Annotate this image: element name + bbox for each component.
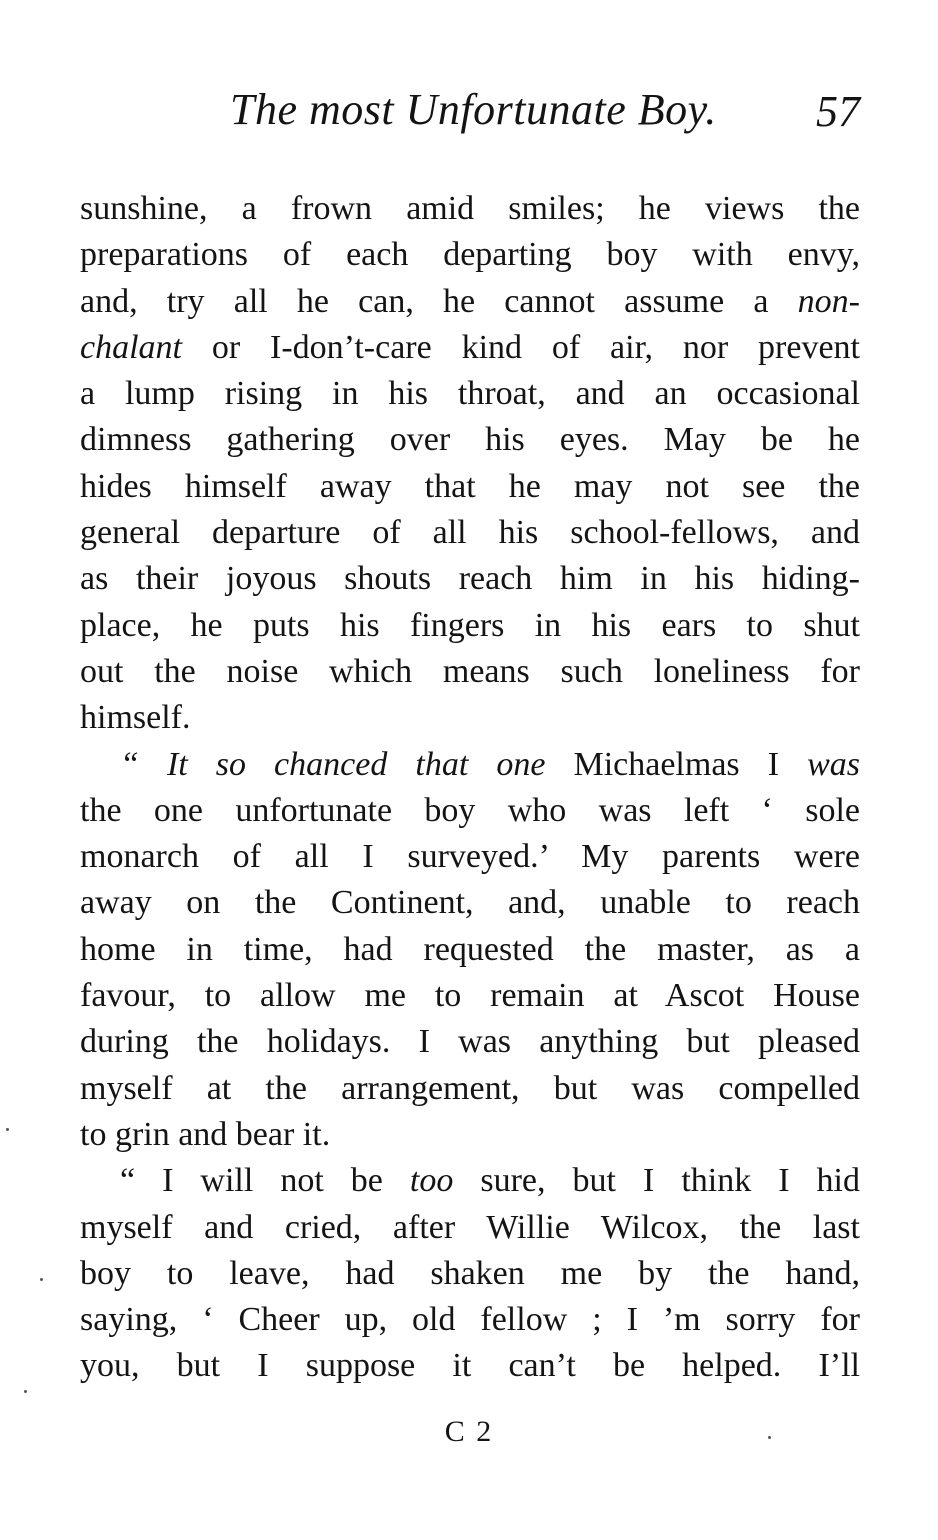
text-line: [80, 1251, 860, 1297]
italic-text: chalant: [80, 328, 182, 366]
text-segment: myself and cried, after Willie Wilcox, the last: [80, 1208, 860, 1246]
text-segment: “ I will not be: [120, 1162, 410, 1200]
text-line: [80, 510, 860, 556]
text-segment: himself.: [80, 699, 191, 737]
italic-text: too: [409, 1162, 454, 1200]
text-segment: myself at the arrangement, but was compelled: [80, 1069, 860, 1107]
text-line: [80, 325, 860, 371]
italic-text: “ It so chanced that one: [120, 745, 574, 783]
text-segment: to grin and bear it.: [80, 1115, 331, 1153]
text-segment: during the holidays. I was anything but pleased: [80, 1023, 860, 1061]
text-segment: away on the Continent, and, unable to reach: [80, 884, 860, 922]
text-line: [80, 232, 860, 278]
text-line: [80, 603, 860, 649]
page-header: [80, 80, 860, 144]
text-segment: you, but I suppose it can’t be helped. I’ll: [80, 1347, 860, 1385]
text-line: [80, 695, 860, 741]
running-title: The most Unfortunate Boy.: [230, 85, 717, 134]
scan-speck: [768, 1436, 771, 1439]
italic-text: non-: [797, 282, 860, 320]
text-line: [80, 973, 860, 1019]
text-segment: sure, but I think I hid: [453, 1162, 860, 1200]
text-segment: Michaelmas I: [573, 745, 808, 783]
text-line: [80, 1112, 860, 1158]
signature-mark: C 2: [444, 1415, 494, 1448]
text-segment: saying, ‘ Cheer up, old fellow ; I ’m sorry for: [80, 1301, 860, 1339]
text-line: [80, 556, 860, 602]
text-segment: monarch of all I surveyed.’ My parents were: [80, 838, 860, 876]
body-text: [80, 186, 860, 1390]
text-line: [80, 649, 860, 695]
text-segment: favour, to allow me to remain at Ascot House: [80, 977, 860, 1015]
paragraph: [80, 1158, 860, 1389]
text-segment: dimness gathering over his eyes. May be he: [80, 421, 860, 459]
text-segment: and, try all he can, he cannot assume a: [80, 282, 798, 320]
text-line: [80, 880, 860, 926]
text-segment: preparations of each departing boy with envy,: [80, 236, 860, 274]
text-line: [80, 788, 860, 834]
text-segment: hides himself away that he may not see the: [80, 467, 860, 505]
text-line: [80, 371, 860, 417]
text-line: [80, 1066, 860, 1112]
italic-text: was: [807, 745, 860, 783]
scan-speck: [40, 1278, 43, 1281]
text-line: [80, 1158, 860, 1204]
text-segment: out the noise which means such loneliness for: [80, 652, 860, 690]
text-line: [80, 186, 860, 232]
text-segment: sunshine, a frown amid smiles; he views the: [80, 190, 860, 227]
scan-speck: [6, 1128, 9, 1131]
text-line: [80, 927, 860, 973]
text-line: [80, 742, 860, 788]
scan-speck: [24, 1390, 27, 1393]
page-number: 57: [816, 87, 860, 136]
paragraph: [80, 186, 860, 742]
text-segment: place, he puts his fingers in his ears to shut: [80, 606, 860, 644]
text-line: [80, 1019, 860, 1065]
paragraph: [80, 742, 860, 1159]
text-segment: the one unfortunate boy who was left ‘ sole: [80, 791, 860, 829]
text-segment: a lump rising in his throat, and an occasional: [80, 375, 860, 413]
text-line: [80, 1343, 860, 1389]
text-segment: general departure of all his school-fellows, and: [80, 514, 860, 552]
text-line: [80, 1205, 860, 1251]
text-line: [80, 1297, 860, 1343]
text-line: [80, 279, 860, 325]
text-line: [80, 834, 860, 880]
text-segment: or I-don’t-care kind of air, nor prevent: [181, 328, 860, 366]
text-line: [80, 417, 860, 463]
text-segment: boy to leave, had shaken me by the hand,: [80, 1254, 860, 1292]
text-line: [80, 464, 860, 510]
text-segment: as their joyous shouts reach him in his hiding-: [80, 560, 860, 598]
text-segment: home in time, had requested the master, as a: [80, 930, 860, 968]
